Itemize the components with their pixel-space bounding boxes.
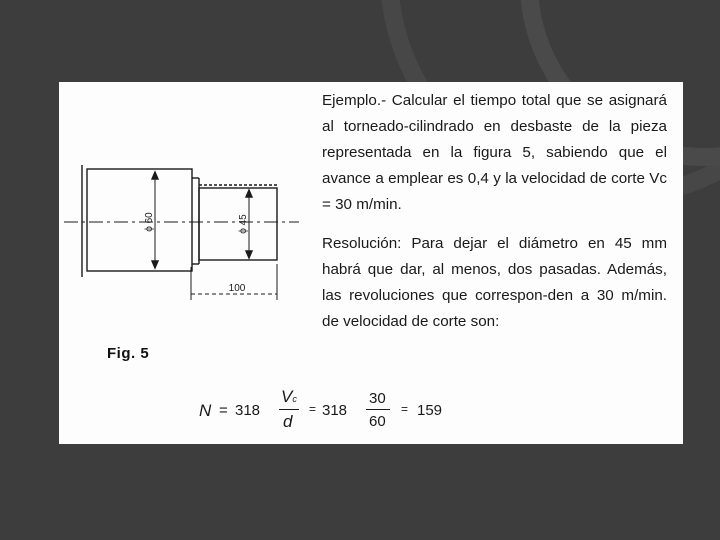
figure-5-drawing <box>59 82 319 342</box>
resolution-text: Para dejar el diámetro en 45 mm habrá que dar, al menos, dos pasadas. Además, las revoluciones que correspon-den a 30 m/min. de velocidad de corte son: <box>322 235 667 330</box>
slide-content <box>59 82 683 444</box>
fraction-bar <box>366 409 390 410</box>
formula-denominator: d <box>283 412 293 431</box>
figure-caption: Fig. 5 <box>107 345 150 362</box>
resolution-label: Resolución: <box>322 235 402 252</box>
formula-lhs: N <box>199 401 212 420</box>
example-label: Ejemplo.- <box>322 92 387 109</box>
formula-numerator: 30 <box>369 390 386 407</box>
formula-result: 159 <box>417 402 443 419</box>
formula-equals: = <box>401 402 409 416</box>
fraction-bar <box>279 409 299 410</box>
resolution-paragraph <box>322 231 667 335</box>
formula-constant: 318 <box>322 402 348 419</box>
example-paragraph <box>322 88 667 218</box>
formula-denominator: 60 <box>369 413 386 430</box>
formula-equals: = <box>219 402 228 419</box>
large-diameter-label: ϕ 60 <box>144 212 155 232</box>
formula-numerator: Vc <box>281 387 297 406</box>
large-diameter-section <box>87 169 192 271</box>
formula-constant: 318 <box>235 402 261 419</box>
example-text: Calcular el tiempo total que se asignará al torneado-cilindrado en desbaste de la pieza representada en la figura 5, sabiendo que el avance a emplear es 0,4 y la velocidad de corte Vc = 30 m/min. <box>322 92 667 213</box>
formula-equals: = <box>309 402 317 416</box>
problem-text <box>322 88 667 348</box>
small-diameter-label: ϕ 45 <box>238 214 249 234</box>
length-dimension-label: 100 <box>228 283 246 294</box>
